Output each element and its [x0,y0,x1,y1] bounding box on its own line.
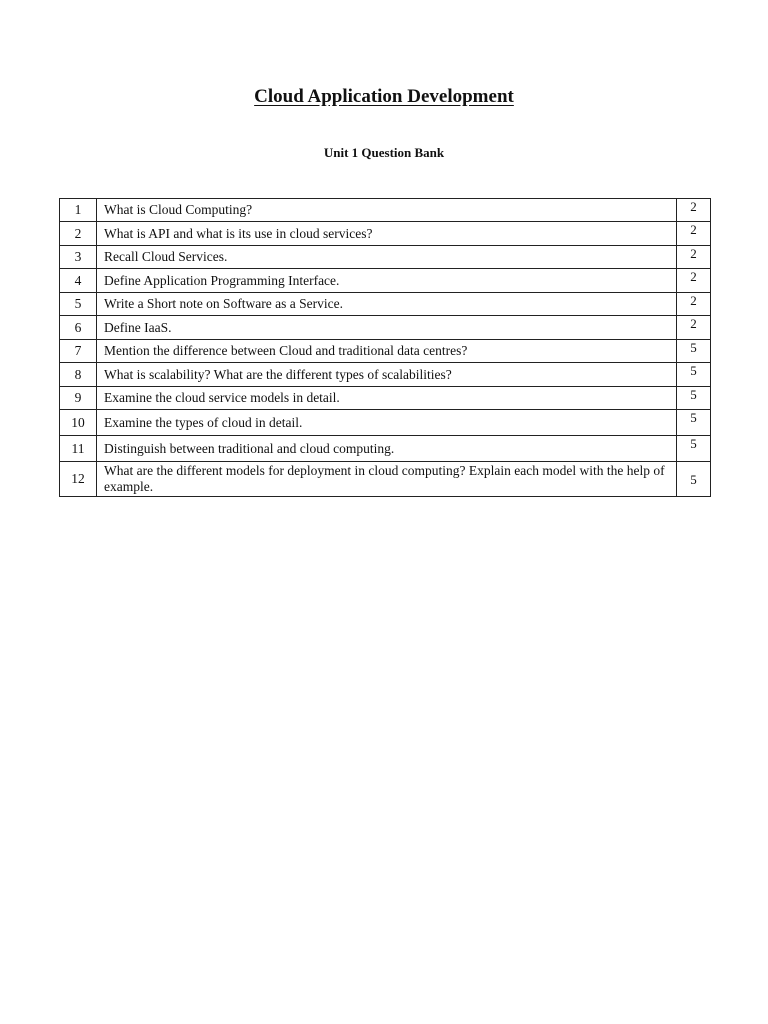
question-number: 3 [60,246,97,269]
question-row [60,363,711,387]
question-text: What is Cloud Computing? [97,199,677,222]
question-number: 7 [60,340,97,363]
question-text: What are the different models for deployment in cloud computing? Explain each model with the help of example. [97,462,677,497]
question-marks: 5 [677,340,711,363]
document-subtitle: Unit 1 Question Bank [323,145,445,160]
question-row [60,410,711,436]
question-marks: 5 [677,410,711,436]
question-row [60,387,711,410]
question-number: 10 [60,410,97,436]
question-text: What is scalability? What are the different types of scalabilities? [97,363,677,387]
question-text: Write a Short note on Software as a Service. [97,293,677,316]
question-marks: 2 [677,316,711,340]
question-marks: 5 [677,462,711,497]
question-marks: 5 [677,387,711,410]
question-row [60,222,711,246]
question-number: 5 [60,293,97,316]
question-row [60,462,711,497]
question-marks: 2 [677,222,711,246]
question-number: 9 [60,387,97,410]
question-marks: 2 [677,293,711,316]
question-number: 4 [60,269,97,293]
question-row [60,293,711,316]
question-number: 2 [60,222,97,246]
question-text: Recall Cloud Services. [97,246,677,269]
question-row [60,340,711,363]
question-number: 11 [60,436,97,462]
question-text: Define Application Programming Interface. [97,269,677,293]
question-text: Mention the difference between Cloud and traditional data centres? [97,340,677,363]
question-number: 6 [60,316,97,340]
question-marks: 2 [677,246,711,269]
question-text: Distinguish between traditional and cloud computing. [97,436,677,462]
question-row [60,199,711,222]
question-marks: 2 [677,269,711,293]
question-text: Define IaaS. [97,316,677,340]
question-row [60,269,711,293]
question-table [59,198,711,497]
question-marks: 5 [677,436,711,462]
question-marks: 2 [677,199,711,222]
question-number: 1 [60,199,97,222]
question-text: Examine the cloud service models in detail. [97,387,677,410]
question-row [60,246,711,269]
question-row [60,436,711,462]
question-marks: 5 [677,363,711,387]
question-text: Examine the types of cloud in detail. [97,410,677,436]
document-title: Cloud Application Development [254,86,514,107]
question-number: 12 [60,462,97,497]
question-row [60,316,711,340]
question-number: 8 [60,363,97,387]
question-text: What is API and what is its use in cloud services? [97,222,677,246]
